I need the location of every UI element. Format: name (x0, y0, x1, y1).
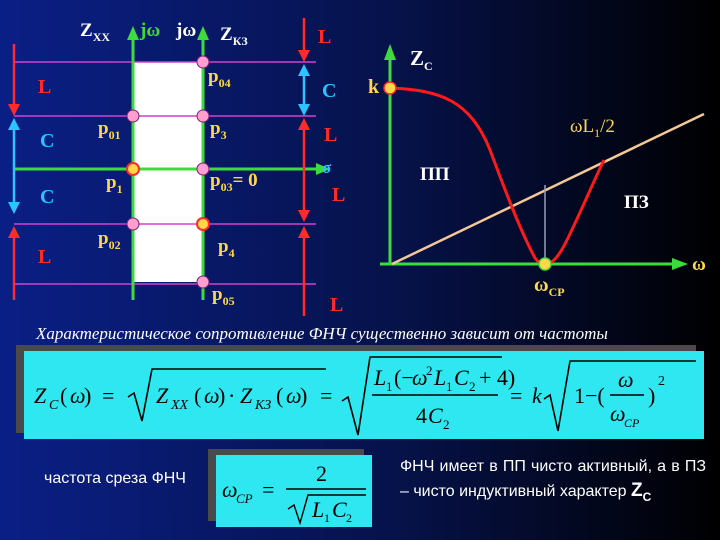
svg-text:2: 2 (426, 363, 433, 378)
svg-text:1: 1 (324, 511, 330, 525)
point-p3 (197, 110, 209, 122)
svg-text:XX: XX (171, 398, 189, 413)
zxx-label: $Z_{XX}$ (80, 20, 111, 44)
right-label-l-2: L (324, 124, 338, 146)
svg-text:·: · (228, 383, 236, 408)
svg-text:2: 2 (658, 374, 665, 389)
svg-text:C: C (49, 398, 59, 413)
label-p03: $p_{03}= 0$ (210, 170, 258, 194)
pole-zero-diagram (8, 18, 330, 316)
svg-text:C: C (428, 403, 443, 428)
point-p02 (127, 218, 139, 230)
svg-text:(: ( (276, 383, 284, 408)
svg-text:L: L (374, 365, 387, 390)
svg-text:1−(: 1−( (574, 383, 605, 408)
note-zc: $Z_C$ (630, 480, 652, 504)
svg-text:2: 2 (469, 379, 476, 394)
svg-text:ω: ω (204, 383, 220, 408)
svg-text:C: C (332, 497, 347, 522)
pz-label: ПЗ (624, 192, 649, 213)
svg-text:КЗ: КЗ (255, 398, 272, 413)
svg-text:): ) (648, 383, 656, 408)
svg-text:1: 1 (386, 379, 393, 394)
svg-text:): ) (300, 383, 308, 408)
svg-text:Z: Z (156, 383, 169, 408)
jw-label-left: jω (140, 20, 161, 41)
svg-text:L: L (312, 497, 325, 522)
omega-cp-formula (216, 455, 372, 527)
right-label-l-1: L (318, 26, 332, 48)
svg-text:CP: CP (236, 491, 253, 506)
svg-text:ω: ω (286, 383, 302, 408)
left-label-c-upper: C (40, 130, 55, 152)
point-p05 (197, 276, 209, 288)
zc-formula (24, 351, 704, 439)
right-label-c: C (322, 80, 337, 102)
svg-text:=: = (320, 383, 333, 408)
point-p4 (197, 218, 209, 230)
svg-text:ω: ω (412, 365, 428, 390)
svg-text:=: = (262, 477, 275, 502)
right-label-l-4: L (330, 294, 344, 316)
svg-text:ω: ω (222, 477, 238, 502)
omega-l1-label: $\omega L_1/2$ (570, 116, 615, 140)
caption: Характеристическое сопротивление ФНЧ существенно зависит от частоты (36, 324, 608, 343)
svg-text:ω: ω (70, 383, 86, 408)
svg-text:L: L (434, 365, 447, 390)
omega-cp-point (539, 258, 551, 270)
svg-text:+ 4): + 4) (479, 365, 516, 390)
formula-box (24, 351, 704, 439)
svg-text:2: 2 (316, 461, 327, 486)
jw-label-right: jω (176, 20, 197, 41)
left-label-c-lower: C (40, 186, 55, 208)
k-label: k (368, 76, 380, 98)
label-p4: $p_4$ (218, 236, 235, 260)
svg-text:C: C (454, 365, 469, 390)
omega-l1-line (392, 114, 704, 264)
svg-text:=: = (510, 383, 523, 408)
label-p1: $p_1$ (106, 172, 123, 196)
zc-chart (380, 44, 704, 270)
omega-axis-arrow (672, 258, 688, 270)
zkz-label: $Z_{КЗ}$ (220, 24, 248, 48)
jw-arrow-left (127, 26, 139, 40)
svg-text:1: 1 (446, 379, 453, 394)
sigma-label: σ (322, 158, 332, 177)
svg-text:k: k (532, 383, 542, 408)
svg-text:): ) (218, 383, 226, 408)
label-p05: $p_{05}$ (212, 284, 235, 308)
character-note: ФНЧ имеет в ПП чисто активный, а в ПЗ – чисто индуктивный характер $Z_C$ (400, 458, 706, 504)
right-label-l-3: L (332, 184, 346, 206)
k-point (384, 82, 396, 94)
omega-cp-label: $\omega_{СР}$ (534, 274, 565, 299)
label-p01: $p_{01}$ (98, 118, 121, 142)
left-element-arrows (8, 44, 20, 300)
point-p01 (127, 110, 139, 122)
svg-text:(−: (− (394, 365, 414, 390)
svg-text:2: 2 (346, 511, 352, 525)
left-label-l-top: L (38, 76, 52, 98)
zc-axis-label: $Z_C$ (410, 46, 433, 74)
pp-label: ПП (420, 164, 450, 185)
svg-text:ω: ω (610, 401, 626, 426)
svg-text:(: ( (194, 383, 202, 408)
svg-text:): ) (84, 383, 92, 408)
point-p03 (197, 163, 209, 175)
omega-axis-label: ω (692, 254, 706, 275)
passband-strip (133, 62, 203, 282)
jw-arrow-right (197, 26, 209, 40)
svg-text:(: ( (60, 383, 68, 408)
svg-text:ω: ω (618, 367, 634, 392)
label-p02: $p_{02}$ (98, 228, 121, 252)
svg-text:=: = (102, 383, 115, 408)
left-label-l-bottom: L (38, 246, 52, 268)
svg-text:Z: Z (34, 383, 47, 408)
label-p04: $p_{04}$ (208, 66, 231, 90)
svg-text:CP: CP (624, 416, 640, 430)
zc-axis-arrow (384, 44, 396, 60)
svg-text:2: 2 (443, 417, 450, 432)
point-p1 (127, 163, 139, 175)
label-p3: $p_3$ (210, 118, 227, 142)
cutoff-formula-box (216, 455, 372, 527)
svg-text:4: 4 (416, 403, 427, 428)
svg-text:Z: Z (240, 383, 253, 408)
cutoff-note: частота среза ФНЧ (44, 470, 186, 487)
